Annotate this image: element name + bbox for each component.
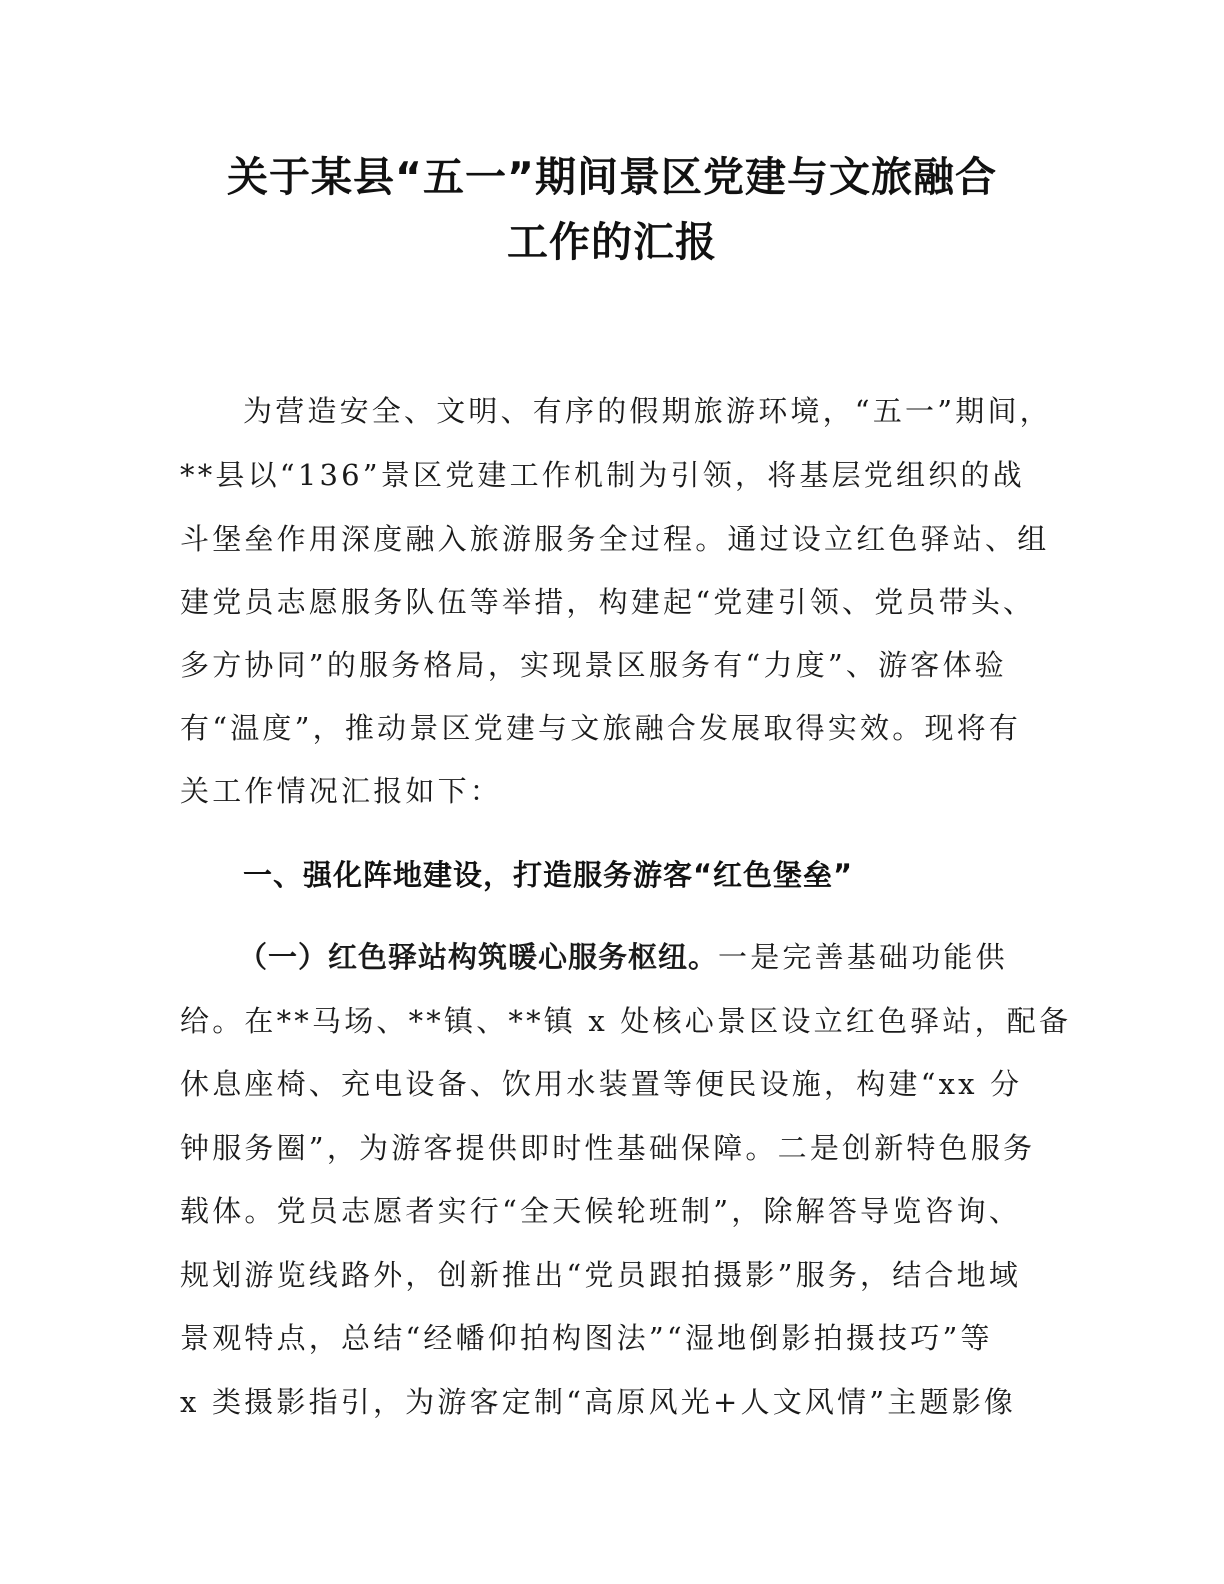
intro-paragraph-line: 为营造安全、文明、有序的假期旅游环境，“五一”期间， (243, 394, 1052, 428)
subsection-title: （一）红色驿站构筑暖心服务枢纽。 (238, 940, 719, 974)
subsection-paragraph-line: 载体。党员志愿者实行“全天候轮班制”，除解答导览咨询、 (180, 1194, 1022, 1228)
subsection-first-line-rest: 一是完善基础功能供 (718, 940, 1008, 974)
section-heading-1: 一、强化阵地建设，打造服务游客“红色堡垒” (243, 858, 854, 892)
intro-paragraph-line: 斗堡垒作用深度融入旅游服务全过程。通过设立红色驿站、组 (180, 522, 1050, 556)
document-title-line-1: 关于某县“五一”期间景区党建与文旅融合 (227, 153, 997, 201)
intro-paragraph-line: 有“温度”，推动景区党建与文旅融合发展取得实效。现将有 (180, 711, 1022, 745)
subsection-paragraph-line: 钟服务圈”，为游客提供即时性基础保障。二是创新特色服务 (180, 1131, 1036, 1165)
subsection-first-line (238, 940, 1008, 974)
intro-paragraph-line: 建党员志愿服务队伍等举措，构建起“党建引领、党员带头、 (180, 585, 1036, 619)
subsection-paragraph-line: 给。在**马场、**镇、**镇 x 处核心景区设立红色驿站，配备 (180, 1004, 1072, 1038)
subsection-paragraph-line: 休息座椅、充电设备、饮用水装置等便民设施，构建“xx 分 (180, 1067, 1023, 1101)
intro-paragraph-line: **县以“136”景区党建工作机制为引领，将基层党组织的战 (180, 458, 1025, 492)
intro-paragraph-line: 多方协同”的服务格局，实现景区服务有“力度”、游客体验 (180, 648, 1007, 682)
document-title-line-2: 工作的汇报 (507, 218, 717, 266)
subsection-paragraph-line: 规划游览线路外，创新推出“党员跟拍摄影”服务，结合地域 (180, 1258, 1022, 1292)
subsection-paragraph-line: x 类摄影指引，为游客定制“高原风光+人文风情”主题影像 (180, 1385, 1017, 1419)
intro-paragraph-line: 关工作情况汇报如下： (180, 774, 503, 808)
subsection-paragraph-line: 景观特点，总结“经幡仰拍构图法”“湿地倒影拍摄技巧”等 (180, 1321, 993, 1355)
